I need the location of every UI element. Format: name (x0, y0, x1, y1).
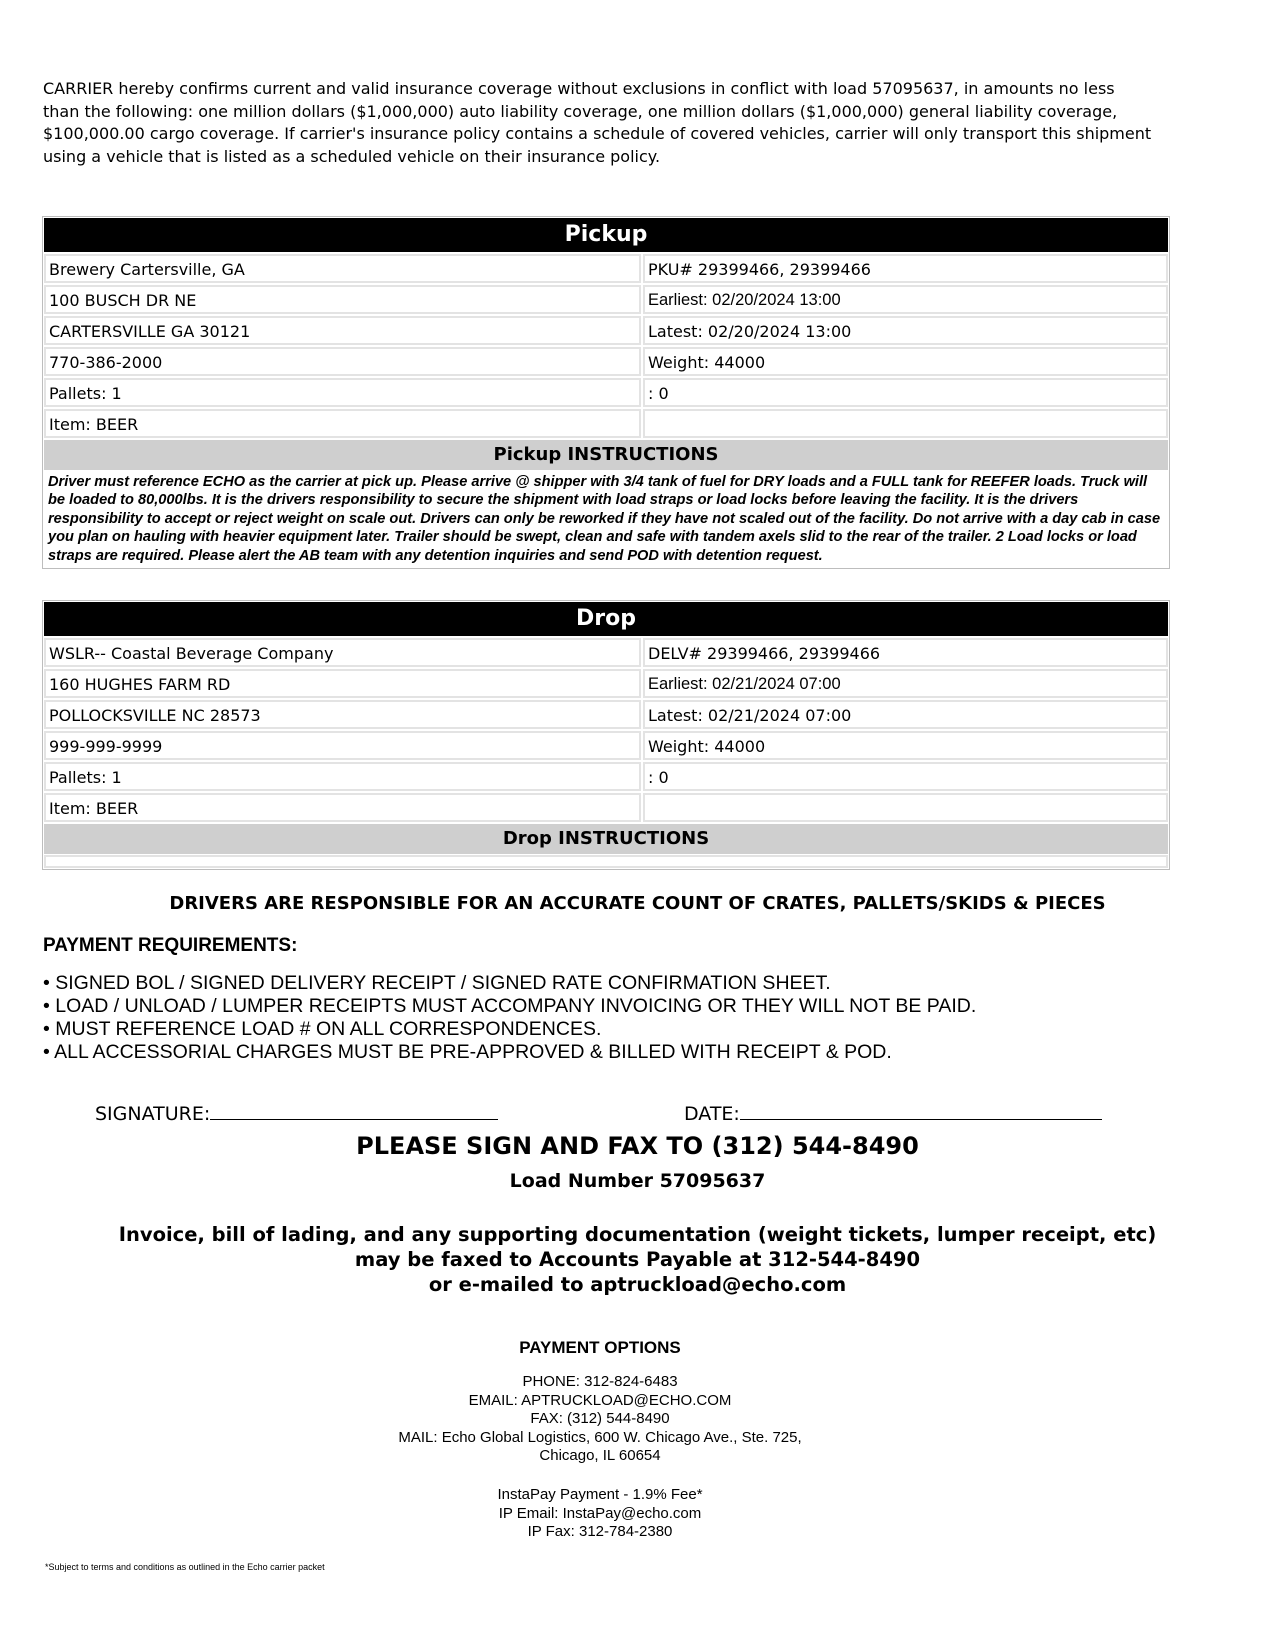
payment-options-contact (0, 1373, 1200, 1466)
invoice-instructions (0, 1222, 1275, 1297)
drop-street: 160 HUGHES FARM RD (44, 669, 641, 698)
drop-empty-cell (643, 793, 1168, 822)
payment-options-title: PAYMENT OPTIONS (519, 1338, 681, 1357)
instapay-options (0, 1486, 1200, 1542)
list-item: • SIGNED BOL / SIGNED DELIVERY RECEIPT / SIGNED RATE CONFIRMATION SHEET. (43, 972, 831, 994)
instapay-email: IP Email: InstaPay@echo.com (498, 1504, 702, 1522)
table-row (43, 792, 1169, 823)
date-field[interactable] (740, 1100, 1102, 1120)
list-item: • MUST REFERENCE LOAD # ON ALL CORRESPONDENCES. (43, 1018, 602, 1040)
list-item: • LOAD / UNLOAD / LUMPER RECEIPTS MUST ACCOMPANY INVOICING OR THEY WILL NOT BE PAID. (43, 995, 977, 1017)
drop-latest: Latest: 02/21/2024 07:00 (643, 700, 1168, 729)
drop-location-name: WSLR-- Coastal Beverage Company (44, 638, 641, 667)
drop-earliest: Earliest: 02/21/2024 07:00 (643, 669, 1168, 698)
pickup-instructions-text: Driver must reference ECHO as the carrier at pick up. Please arrive @ shipper with 3/4 tank of fuel for DRY loads and a FULL tank for REEFER loads. Truck will be loaded to 80,000lbs. It is the drivers responsibility to secure the shipment with load straps or load locks before leaving the facility. It is the drivers responsibility to accept or reject weight on scale out. Drivers can only be reworked if they have not scaled out of the facility. Do not arrive with a day cab in case you plan on hauling with heavier equipment later. Trailer should be swept, clean and safe with tandem axels slid to the rear of the trailer. 2 Load locks or load straps are required. Please alert the AB team with any detention inquiries and send POD with detention request. (48, 474, 1161, 564)
drop-table (42, 600, 1170, 870)
table-row (43, 377, 1169, 408)
payment-mail: MAIL: Echo Global Logistics, 600 W. Chicago Ave., Ste. 725, (398, 1428, 802, 1446)
payment-requirements-title: PAYMENT REQUIREMENTS: (43, 935, 298, 956)
table-row (43, 284, 1169, 315)
payment-fax: FAX: (312) 544-8490 (530, 1410, 670, 1427)
pickup-instructions-header: Pickup INSTRUCTIONS (44, 440, 1168, 470)
instapay-fax: IP Fax: 312-784-2380 (527, 1523, 673, 1540)
table-row (43, 637, 1169, 668)
invoice-line: Invoice, bill of lading, and any supporting documentation (weight tickets, lumper receipt, etc) (118, 1223, 1157, 1246)
drop-header: Drop (44, 602, 1168, 636)
table-row (43, 346, 1169, 377)
pickup-table (42, 216, 1170, 569)
drop-instructions-header: Drop INSTRUCTIONS (44, 824, 1168, 854)
table-row (43, 315, 1169, 346)
pickup-item: Item: BEER (44, 409, 641, 438)
pickup-street: 100 BUSCH DR NE (44, 285, 641, 314)
signature-field[interactable] (210, 1100, 498, 1120)
table-row (43, 668, 1169, 699)
fax-instructions-title: PLEASE SIGN AND FAX TO (312) 544-8490 (356, 1132, 919, 1160)
drop-pallets: Pallets: 1 (44, 762, 641, 791)
drop-instructions-text (44, 855, 1168, 868)
drivers-responsibility-note: DRIVERS ARE RESPONSIBLE FOR AN ACCURATE COUNT OF CRATES, PALLETS/SKIDS & PIECES (169, 893, 1106, 914)
drop-weight: Weight: 44000 (643, 731, 1168, 760)
pickup-city-state: CARTERSVILLE GA 30121 (44, 316, 641, 345)
table-row (43, 408, 1169, 439)
pickup-header: Pickup (44, 218, 1168, 252)
pickup-phone: 770-386-2000 (44, 347, 641, 376)
load-number: Load Number 57095637 (509, 1170, 766, 1192)
insurance-confirmation-text: CARRIER hereby confirms current and valid insurance coverage without exclusions in conflict with load 57095637, in amounts no less than the following: one million dollars ($1,000,000) auto liability coverage, one million dollars ($1,000,000) general liability coverage, $100,000.00 cargo coverage. If carrier's insurance policy contains a schedule of covered vehicles, carrier will only transport this shipment using a vehicle that is listed as a scheduled vehicle on their insurance policy. (43, 79, 1152, 166)
delivery-number: DELV# 29399466, 29399466 (643, 638, 1168, 667)
pickup-earliest: Earliest: 02/20/2024 13:00 (643, 285, 1168, 314)
date-label: DATE: (684, 1103, 740, 1125)
invoice-line: may be faxed to Accounts Payable at 312-544-8490 (354, 1248, 921, 1271)
signature-label: SIGNATURE: (95, 1103, 211, 1125)
drop-extra-count: : 0 (643, 762, 1168, 791)
drop-item: Item: BEER (44, 793, 641, 822)
pickup-location-name: Brewery Cartersville, GA (44, 254, 641, 283)
payment-phone: PHONE: 312-824-6483 (522, 1373, 678, 1390)
table-row (43, 730, 1169, 761)
invoice-line: or e-mailed to aptruckload@echo.com (428, 1273, 847, 1296)
signature-line (95, 1100, 498, 1125)
list-item: • ALL ACCESSORIAL CHARGES MUST BE PRE-APPROVED & BILLED WITH RECEIPT & POD. (43, 1041, 892, 1063)
drop-phone: 999-999-9999 (44, 731, 641, 760)
pickup-number: PKU# 29399466, 29399466 (643, 254, 1168, 283)
pickup-latest: Latest: 02/20/2024 13:00 (643, 316, 1168, 345)
pickup-extra-count: : 0 (643, 378, 1168, 407)
payment-mail-city: Chicago, IL 60654 (539, 1447, 661, 1464)
drop-city-state: POLLOCKSVILLE NC 28573 (44, 700, 641, 729)
pickup-weight: Weight: 44000 (643, 347, 1168, 376)
table-row (43, 699, 1169, 730)
pickup-pallets: Pallets: 1 (44, 378, 641, 407)
instapay-fee: InstaPay Payment - 1.9% Fee* (497, 1486, 703, 1503)
terms-footnote: *Subject to terms and conditions as outlined in the Echo carrier packet (45, 1562, 325, 1572)
payment-email: EMAIL: APTRUCKLOAD@ECHO.COM (468, 1391, 732, 1409)
table-row (43, 761, 1169, 792)
table-row (43, 253, 1169, 284)
pickup-empty-cell (643, 409, 1168, 438)
payment-requirements-list (43, 972, 976, 1064)
date-line (684, 1100, 1102, 1125)
